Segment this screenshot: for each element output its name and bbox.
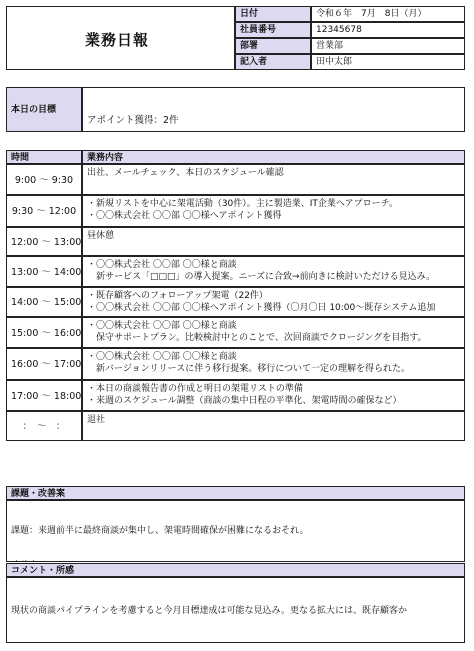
comments-content bbox=[6, 577, 465, 643]
schedule-time: 14:00 ～ 15:00 bbox=[6, 287, 82, 317]
schedule-time: 9:00 ～ 9:30 bbox=[6, 164, 82, 195]
schedule-content bbox=[82, 227, 465, 256]
schedule-line: ・〇〇株式会社 〇〇部 〇〇様と商談 bbox=[87, 260, 237, 270]
title-box bbox=[6, 6, 235, 70]
schedule-time: 15:00 ～ 16:00 bbox=[6, 317, 82, 348]
issues-header: 課題・改善案 bbox=[6, 486, 465, 500]
issues-line-1: 課題：来週前半に最終商談が集中し、架電時間確保が困難になるおそれ。 bbox=[11, 526, 309, 536]
schedule-content bbox=[82, 348, 465, 380]
issues-line-2 bbox=[11, 561, 460, 563]
header-label: 社員番号 bbox=[235, 22, 311, 38]
schedule-line: ・来週のスケジュール調整（商談の集中日程の平準化、架電時間の確保など） bbox=[87, 396, 402, 406]
schedule-content bbox=[82, 380, 465, 411]
header-label: 日付 bbox=[235, 6, 311, 22]
page-title: 業務日報 bbox=[85, 31, 150, 49]
schedule-content bbox=[82, 195, 465, 227]
goal-content bbox=[82, 87, 465, 132]
schedule-content bbox=[82, 317, 465, 348]
schedule-line: 出社、メールチェック、本日のスケジュール確認 bbox=[87, 168, 284, 178]
issues-content bbox=[6, 500, 465, 562]
header-value: 12345678 bbox=[311, 22, 465, 38]
header-info-table bbox=[235, 6, 465, 70]
goal-label: 本日の目標 bbox=[6, 87, 82, 132]
schedule-time: 16:00 ～ 17:00 bbox=[6, 348, 82, 380]
header-label: 部署 bbox=[235, 38, 311, 54]
schedule-line: 新バージョンリリースに伴う移行提案。移行について一定の理解を得られた。 bbox=[87, 364, 411, 374]
schedule-line: 保守サポートプラン。比較検討中とのことで、次回商談でクロージングを目指す。 bbox=[87, 333, 427, 343]
schedule-line: ・〇〇株式会社 〇〇部 〇〇様と商談 bbox=[87, 352, 237, 362]
schedule-line: 退社 bbox=[87, 415, 106, 425]
comments-line-1: 現状の商談パイプラインを考慮すると今月目標達成は可能な見込み。更なる拡大には、既存顧客か bbox=[11, 606, 408, 616]
schedule-line: ・新規リストを中心に架電活動（30件）。主に製造業、IT企業へアプローチ。 bbox=[87, 199, 399, 209]
schedule-line: ・〇〇株式会社 〇〇部 〇〇様と商談 bbox=[87, 321, 237, 331]
schedule-time: 9:30 ～ 12:00 bbox=[6, 195, 82, 227]
comments-header: コメント・所感 bbox=[6, 563, 465, 577]
schedule-line: 昼休憩 bbox=[87, 231, 115, 241]
time-header: 時間 bbox=[6, 150, 82, 164]
schedule-content bbox=[82, 164, 465, 195]
schedule-content bbox=[82, 256, 465, 287]
comments-line-2 bbox=[11, 643, 460, 644]
schedule-time: 17:00 ～ 18:00 bbox=[6, 380, 82, 411]
schedule-content bbox=[82, 411, 465, 441]
header-value: 営業部 bbox=[311, 38, 465, 54]
schedule-line: 新サービス「□□□」の導入提案。ニーズに合致→前向きに検討いただける見込み。 bbox=[87, 272, 436, 282]
goal-line-1: アポイント獲得：2件 bbox=[87, 115, 179, 127]
header-value: 田中太郎 bbox=[311, 54, 465, 70]
schedule-time: 12:00 ～ 13:00 bbox=[6, 227, 82, 256]
schedule-line: ・〇〇株式会社 〇〇部 〇〇様へアポイント獲得（〇月〇日 10:00～既存システム追加 bbox=[87, 303, 436, 313]
schedule-time: 13:00 ～ 14:00 bbox=[6, 256, 82, 287]
header-label: 記入者 bbox=[235, 54, 311, 70]
schedule-time: ： ～ ： bbox=[6, 411, 82, 441]
schedule-line: ・本日の商談報告書の作成と明日の架電リストの準備 bbox=[87, 384, 303, 394]
content-header: 業務内容 bbox=[82, 150, 465, 164]
schedule-content bbox=[82, 287, 465, 317]
schedule-line: ・既存顧客へのフォローアップ架電（22件） bbox=[87, 291, 268, 301]
header-value: 令和６年 7月 8日（月） bbox=[311, 6, 465, 22]
schedule-line: ・〇〇株式会社 〇〇部 〇〇様へアポイント獲得 bbox=[87, 211, 282, 221]
